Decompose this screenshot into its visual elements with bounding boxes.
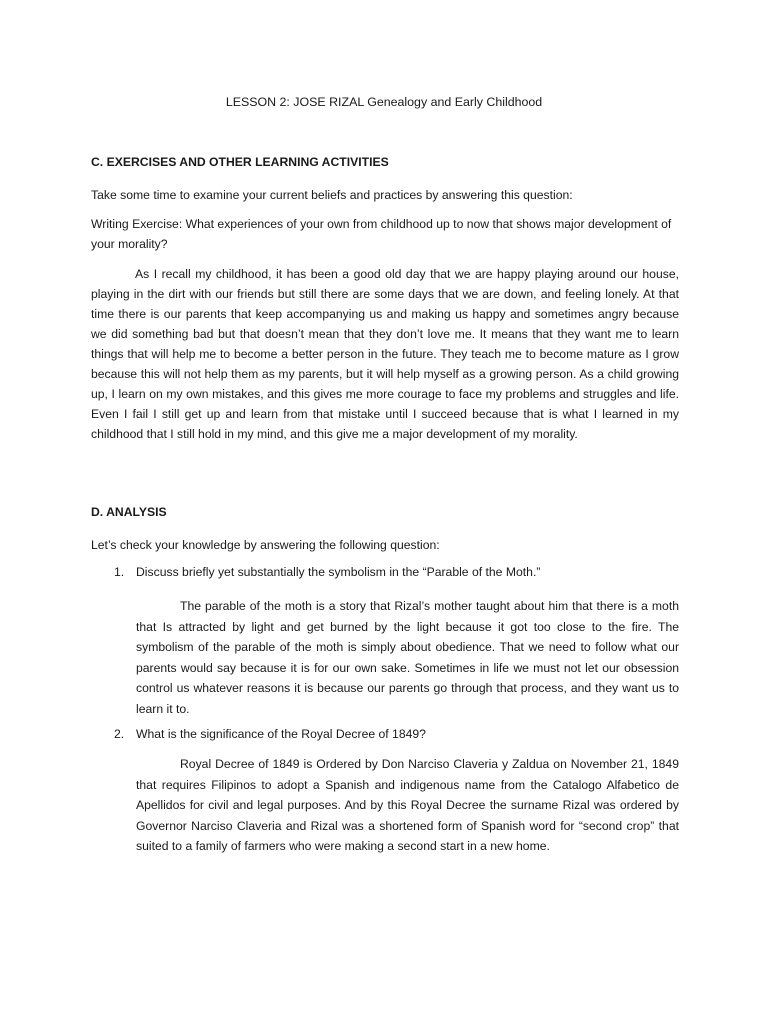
question-text: Discuss briefly yet substantially the symbolism in the “Parable of the Moth.” [136,565,541,579]
question-number: 1. [114,565,125,579]
answer-2: Royal Decree of 1849 is Ordered by Don Narciso Claveria y Zaldua on November 21, 1849 that requires Filipinos to adopt a Spanish and indigenous name from the Catalogo Alfabetico de Apellidos for civil and legal purposes. And by this Royal Decree the surname Rizal was ordered by Governor Narciso Claveria and Rizal was a shortened form of Spanish word for “second crop” that suited to a family of farmers who were making a second start in a new home. [136,757,679,854]
question-number: 2. [114,727,125,741]
section-d-heading: D. ANALYSIS [91,505,167,519]
answer-1: The parable of the moth is a story that Rizal’s mother taught about him that there is a moth that Is attracted by light and get burned by the light because it got too close to the fire. The symbolism of the parable of the moth is simply about obedience. That we need to follow what our parents would say because it is for our own sake. Sometimes in life we must not let our obsession control us whatever reasons it is because our parents go through that process, and they want us to learn it to. [136,599,679,716]
question-text: What is the significance of the Royal Decree of 1849? [136,727,426,741]
writing-exercise-response: As I recall my childhood, it has been a good old day that we are happy playing around our house, playing in the dirt with our friends but still there are some days that we are down, and feeling lonely. At that time there is our parents that keep accompanying us and making us happy and sometimes angry because we did something bad but that doesn’t mean that they don’t love me. It means that they want me to learn things that will help me to become a better person in the future. They teach me to become mature as I grow because this will not help them as my parents, but it will help myself as a growing person. As a child growing up, I learn on my own mistakes, and this gives me more courage to face my problems and struggles and life. Even I fail I still get up and learn from that mistake until I succeed because that is what I learned in my childhood that I still hold in my mind, and this give me a major development of my morality. [91,267,679,441]
section-c-instruction: Take some time to examine your current beliefs and practices by answering this question: [91,188,573,202]
writing-exercise-prompt: Writing Exercise: What experiences of your own from childhood up to now that shows major development of your morality? [91,217,672,251]
page-title: LESSON 2: JOSE RIZAL Genealogy and Early Childhood [225,95,543,109]
section-c-heading: C. EXERCISES AND OTHER LEARNING ACTIVITIES [91,155,389,169]
section-d-instruction: Let’s check your knowledge by answering the following question: [91,538,440,552]
